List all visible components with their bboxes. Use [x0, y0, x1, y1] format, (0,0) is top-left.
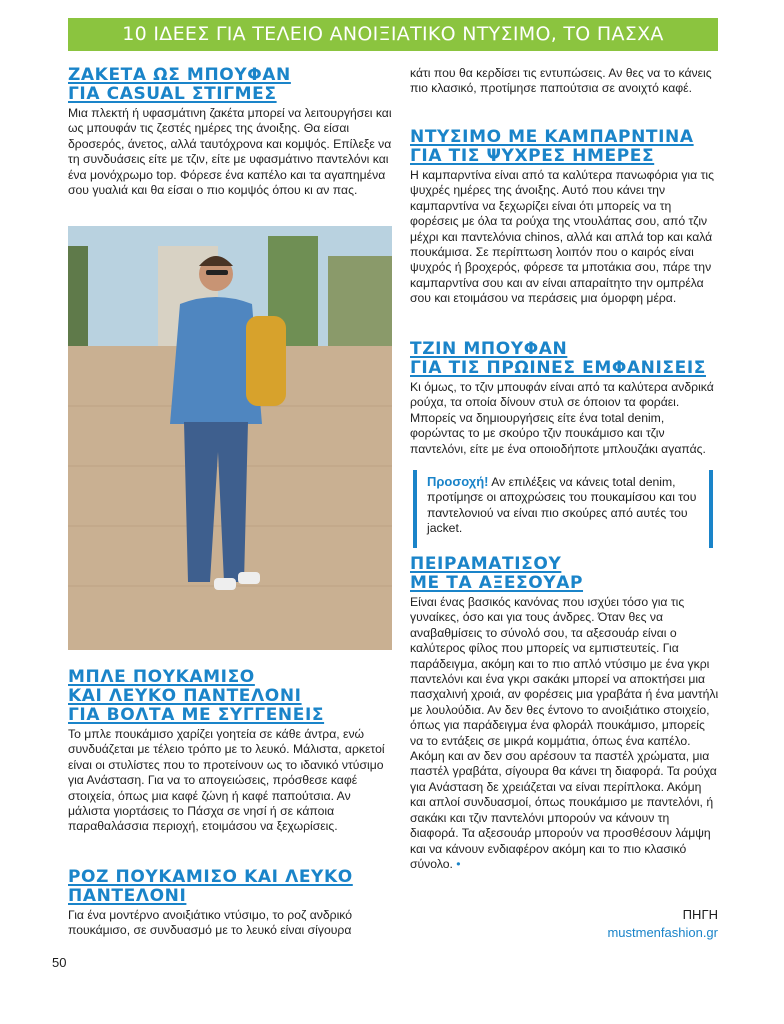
section-pink-shirt — [68, 868, 396, 939]
section-denim-jacket — [410, 340, 720, 457]
section-title: ΡΟΖ ΠΟΥΚΑΜΙΣΟ ΚΑΙ ΛΕΥΚΟ — [68, 867, 353, 887]
section-title: ΓΙΑ ΒΟΛΤΑ ΜΕ ΣΥΓΓΕΝΕΙΣ — [68, 705, 325, 725]
end-bullet: • — [456, 856, 461, 871]
section-title: ΓΙΑ CASUAL ΣΤΙΓΜΕΣ — [68, 84, 277, 104]
section-body: Το μπλε πουκάμισο χαρίζει γοητεία σε κάθε άντρα, ενώ συνδυάζεται με τέλειο τρόπο με το λευκό. Μάλιστα, αρκετοί είναι οι στυλίστες που το προτείνουν ως το ιδανικό ντύσιμο για Ανάσταση. Για να το απογειώσεις, πρόσθεσε καφέ στοιχεία, όπως μια καφέ ζώνη ή καφέ παπούτσια. Αν μάλιστα γιορτάσεις το Πάσχα σε νησί ή σε κάποια παραθαλάσσια περιοχή, ετοιμάσου να ξεχωρίσεις. — [68, 727, 385, 834]
photo-illustration — [68, 226, 392, 650]
section-title: ΤΖΙΝ ΜΠΟΥΦΑΝ — [410, 339, 568, 359]
section-title: ΖΑΚΕΤΑ ΩΣ ΜΠΟΥΦΑΝ — [68, 65, 291, 85]
callout-text: Αν επιλέξεις να κάνεις total denim, προτίμησε οι αποχρώσεις του πουκαμίσου και του παντελονιού να είναι πιο σκούρες από αυτές του jacket. — [427, 475, 697, 536]
section-accessories — [410, 555, 720, 872]
section-title: ΠΑΝΤΕΛΟΝΙ — [68, 886, 187, 906]
source-label: ΠΗΓΗ — [682, 907, 718, 922]
section-blue-shirt — [68, 668, 396, 835]
column-continuation — [410, 66, 720, 97]
section-body: Για ένα μοντέρνο ανοιξιάτικο ντύσιμο, το ροζ ανδρικό πουκάμισο, σε συνδυασμό με το λευκό είναι σίγουρα — [68, 908, 353, 938]
source-link[interactable]: mustmenfashion.gr — [607, 925, 718, 940]
section-title: ΜΠΛΕ ΠΟΥΚΑΜΙΣΟ — [68, 667, 255, 687]
source-credit — [607, 906, 718, 942]
callout-label: Προσοχή! — [427, 474, 489, 489]
man-walking-photo — [68, 226, 392, 650]
section-body-text: Είναι ένας βασικός κανόνας που ισχύει τόσο για τις γυναίκες, όσο και για τους άνδρες. Όταν θες να αναβαθμίσεις το σύνολό σου, τα αξεσουάρ είναι ο καλύτερος φίλος που μπορείς να εμπιστευτείς. Για παράδειγμα, ακόμη και το πιο απλό ντύσιμο με ένα γκρι παντελόνι και ένα γκρι σακάκι μπορεί να αποκτήσει μια πασχαλινή χροιά, αν φορέσεις μια γραβάτα ή ένα μαντήλι με λουλούδια. Αν δεν θες έντονο το ανοιξιάτικο στοιχείο, όπως για παράδειγμα ένα φλοράλ πουκάμισο, μπορείς να το εντάξεις σε μικρά κομμάτια, όπως ένα καπέλο. Ακόμη και αν δεν σου αρέσουν τα παστέλ χρώματα, μια παστέλ γραβάτα, σίγουρα θα κάνει τη διαφορά. Τα ρούχα για Ανάσταση δε χρειάζεται να είναι περίπλοκα. Ακόμη και απλοί συνδυασμοί, όπως πουκάμισο με παντελόνι, ή σακάκι και τζιν παντελόνι μπορούν να κάνουν τη διαφορά. Τα αξεσουάρ μπορούν να προσθέσουν λάμψη και να κάνουν ενδιαφέρον ακόμη και το πιο κλασικό σύνολο. — [410, 595, 719, 871]
section-title: ΚΑΙ ΛΕΥΚΟ ΠΑΝΤΕΛΟΝΙ — [68, 686, 302, 706]
section-body: Κι όμως, το τζιν μπουφάν είναι από τα καλύτερα ανδρικά ρούχα, τα οποία δίνουν στυλ σε όποιον τα φοράει. Μπορείς να δημιουργήσεις είτε ένα total denim, φορώντας το με σκούρο τζιν πουκάμισο και τζιν παντελόνι, είτε με ένα οποιοδήποτε μπλουζάκι αγαπάς. — [410, 380, 714, 456]
page-number: 50 — [52, 955, 67, 970]
section-title: ΓΙΑ ΤΙΣ ΠΡΩΙΝΕΣ ΕΜΦΑΝΙΣΕΙΣ — [410, 358, 706, 378]
section-title: ΠΕΙΡΑΜΑΤΙΣΟΥ — [410, 554, 562, 574]
continued-text: κάτι που θα κερδίσει τις εντυπώσεις. Αν θες να το κάνεις πιο κλασικό, προτίμησε παπούτσια σε ανοιχτό καφέ. — [410, 66, 712, 96]
page-banner-title: 10 ΙΔΕΕΣ ΓΙΑ ΤΕΛΕΙΟ ΑΝΟΙΞΙΑΤΙΚΟ ΝΤΥΣΙΜΟ, ΤΟ ΠΑΣΧΑ — [68, 18, 718, 51]
section-title: ΓΙΑ ΤΙΣ ΨΥΧΡΕΣ ΗΜΕΡΕΣ — [410, 146, 655, 166]
section-title: ΝΤΥΣΙΜΟ ΜΕ ΚΑΜΠΑΡΝΤΙΝΑ — [410, 127, 694, 147]
section-body — [410, 595, 720, 872]
section-cardigan — [68, 66, 396, 198]
section-trench-coat — [410, 128, 720, 307]
warning-callout — [413, 470, 713, 548]
section-body: Η καμπαρντίνα είναι από τα καλύτερα πανωφόρια για τις ψυχρές ημέρες της άνοιξης. Αυτό που κάνει την καμπαρντίνα να ξεχωρίζει είναι ότι μπορείς να τη φορέσεις με όλα τα ρούχα της ντουλάπας σου, από τζιν μέχρι και παντελόνια chinos, αλλά και απλά top και καλά πουκάμισα. Σε περίπτωση λοιπόν που ο καιρός είναι ψυχρός ή βροχερός, φόρεσε τα μποτάκια σου, πάρε την καμπαρντίνα σου και αν είναι απαραίτητο την ομπρέλα σου και ετοιμάσου να περάσεις μια όμορφη μέρα. — [410, 168, 714, 306]
section-body: Μια πλεκτή ή υφασμάτινη ζακέτα μπορεί να λειτουργήσει και ως μπουφάν τις ζεστές ημέρες της άνοιξης. Θα είσαι δροσερός, άνετος, αλλά ταυτόχρονα και κομψός. Επίλεξε να τη συνδυάσεις είτε με τζιν, είτε με υφασμάτινο παντελόνι και ένα μονόχρωμο top. Φόρεσε ένα καπέλο και τα αγαπημένα σου γυαλιά και θα είσαι ο πιο κομψός όπου κι αν πας. — [68, 106, 392, 198]
section-title: ΜΕ ΤΑ ΑΞΕΣΟΥΑΡ — [410, 573, 584, 593]
